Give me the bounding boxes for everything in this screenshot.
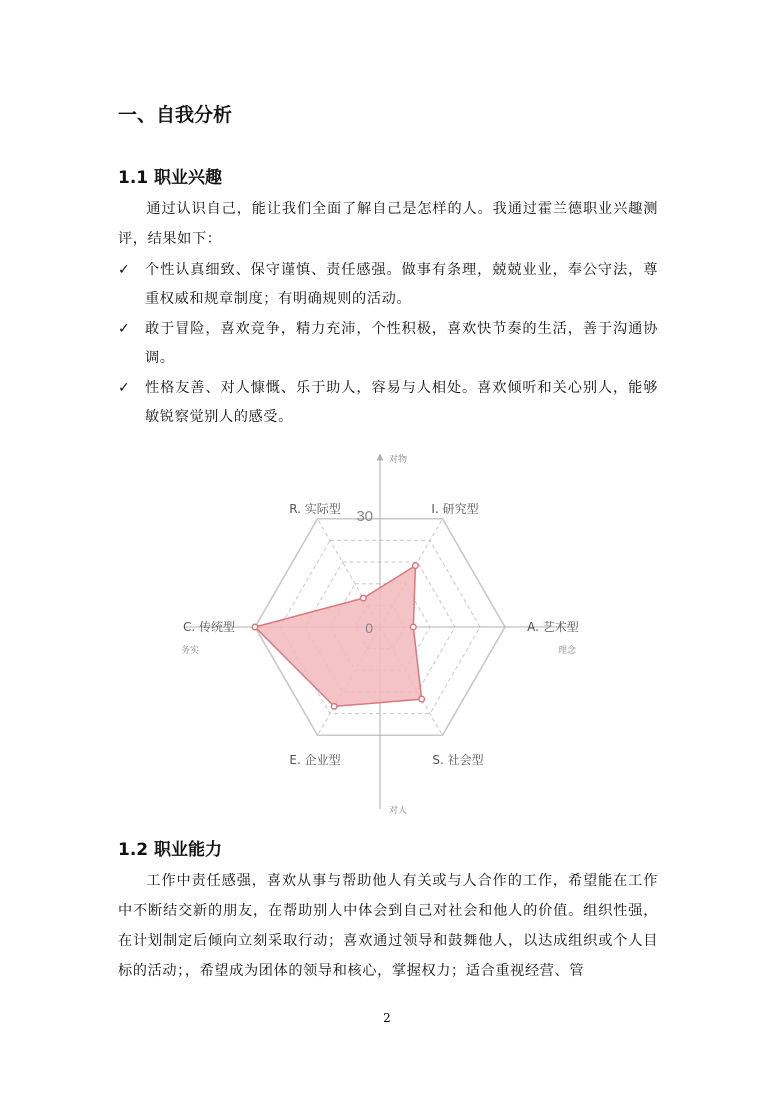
axis-label-top: 对物: [389, 455, 408, 465]
radar-point: [331, 704, 337, 710]
interest-intro: 通过认识自己，能让我们全面了解自己是怎样的人。我通过霍兰德职业兴趣测评，结果如下：: [118, 201, 658, 247]
radar-axis-label: I. 研究型: [431, 502, 479, 516]
page-number: 2: [383, 1011, 391, 1025]
ability-heading: 1.2 职业能力: [118, 840, 223, 860]
tick-label-max: 30: [356, 508, 373, 525]
section-title: 一、自我分析: [118, 104, 233, 126]
axis-label-left: 务实: [181, 646, 200, 656]
radar-series-area: [255, 566, 422, 707]
radar-point: [419, 696, 425, 702]
ability-text: 工作中责任感强，喜欢从事与帮助他人有关或与人合作的工作，希望能在工作中不断结交新的朋友，在帮助别人中体会到自己对社会和他人的价值。组织性强，在计划制定后倾向立刻采取行动；喜欢通过领导和鼓舞他人，以达成组织或个人目标的活动；，希望成为团体的领导和核心，掌握权力；适合重视经营、管: [118, 873, 658, 979]
axis-label-right: 理念: [558, 646, 577, 656]
axis-label-bottom: 对人: [389, 806, 408, 816]
bullet-text: 性格友善、对人慷慨、乐于助人，容易与人相处。喜欢倾听和关心别人，能够敏锐察觉别人的感受。: [145, 380, 658, 425]
radar-point: [413, 563, 419, 569]
bullet-item: [118, 315, 658, 373]
bullet-item: [118, 374, 658, 432]
interest-bullet-list: [118, 256, 658, 432]
radar-point: [361, 595, 367, 601]
check-icon: ✓: [118, 262, 131, 278]
radar-axis-label: S. 社会型: [432, 753, 484, 767]
holland-radar-chart: [175, 447, 595, 817]
check-icon: ✓: [118, 380, 131, 396]
radar-point: [411, 624, 417, 630]
radar-axis-label: A. 艺术型: [527, 620, 579, 634]
check-icon: ✓: [118, 321, 131, 337]
radar-axis-label: C. 传统型: [182, 620, 236, 634]
tick-label-min: 0: [365, 620, 373, 636]
interest-heading: 1.1 职业兴趣: [118, 168, 223, 188]
radar-axis-label: E. 企业型: [289, 753, 341, 767]
radar-axis-label: R. 实际型: [289, 502, 341, 516]
radar-point: [252, 624, 258, 630]
bullet-text: 敢于冒险，喜欢竞争，精力充沛，个性积极，喜欢快节奏的生活，善于沟通协调。: [145, 321, 658, 366]
bullet-item: [118, 256, 658, 314]
bullet-text: 个性认真细致、保守谨慎、责任感强。做事有条理，兢兢业业，奉公守法，尊重权威和规章制度；有明确规则的活动。: [145, 262, 658, 307]
